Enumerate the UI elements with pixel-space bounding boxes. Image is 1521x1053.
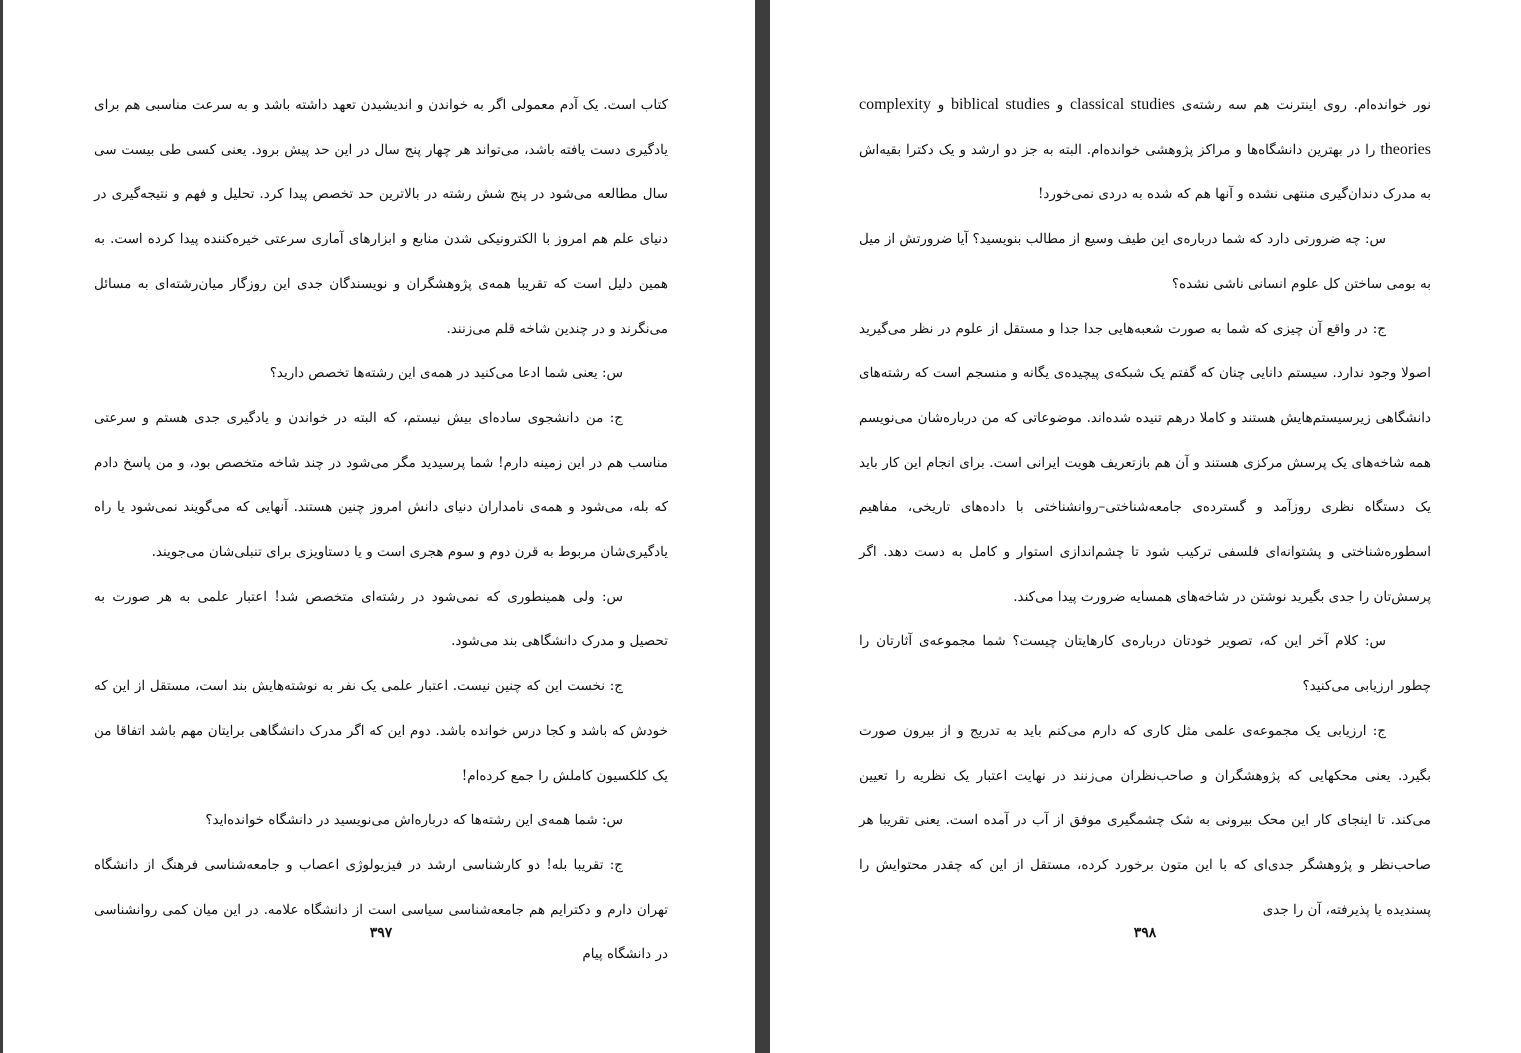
text-segment: و [1049, 97, 1070, 113]
question-paragraph: س: ولی همینطوری که نمی‌شود در رشته‌ای متخصص شد! اعتبار علمی به هر صورت به تحصیل و مدرک دانشگاهی بند می‌شود. [94, 588, 668, 650]
paragraph-continuation [859, 83, 1431, 217]
right-page-text [859, 83, 1431, 932]
question-paragraph: س: شما همه‌ی این رشته‌ها که درباره‌اش می‌نویسید در دانشگاه خوانده‌اید؟ [205, 812, 623, 829]
page-number: ۳۹۸ [1133, 925, 1157, 941]
left-page [3, 0, 755, 1053]
latin-term: theories [1380, 140, 1431, 158]
page-number: ۳۹۷ [369, 925, 393, 941]
answer-paragraph: ج: من دانشجوی ساده‌ای بیش نیستم، که البته در خواندن و یادگیری جدی هستم و سرعتی مناسب هم در این زمینه دارم! شما پرسیدید مگر می‌شود در چند شاخه متخصص بود، و من پاسخ دادم که بله، می‌شود و همه‌ی نامداران دنیای دانش امروز چنین هستند. آنهایی که می‌گویند نمی‌شود یا راه یادگیری‌شان مربوط به قرن دوم و سوم هجری است و یا دستاویزی برای تنبلی‌شان می‌جویند. [94, 409, 668, 561]
question-paragraph: س: کلام آخر این که، تصویر خودتان درباره‌ی کارهایتان چیست؟ شما مجموعه‌ی آثارتان را چطور ارزیابی می‌کنید؟ [859, 633, 1431, 695]
page-gutter [755, 0, 770, 1053]
text-segment: نور خوانده‌ام. روی اینترنت هم سه رشته‌ی [1175, 97, 1432, 113]
latin-term: complexity [859, 96, 931, 113]
left-page-text [94, 83, 668, 977]
right-page [770, 0, 1521, 1053]
answer-paragraph: ج: نخست این که چنین نیست. اعتبار علمی یک نفر به نوشته‌هایش بند است، مستقل از این که خودش که باشد و کجا درس خوانده باشد. دوم این که اگر مدرک دانشگاهی برایتان مهم باشد اتفاقا من یک کلکسیون کاملش را جمع کرده‌ام! [94, 678, 668, 784]
text-segment: را در بهترین دانشگاه‌ها و مراکز پژوهشی خوانده‌ام. البته به جز دو ارشد و یک دکترا بقیه‌اش به مدرک دندان‌گیری منتهی نشده و آنها هم که شده به دردی نمی‌خورد! [859, 141, 1431, 203]
answer-paragraph: ج: در واقع آن چیزی که شما به صورت شعبه‌هایی جدا جدا و مستقل از علوم در نظر می‌گیرید اصولا وجود ندارد. سیستم دانایی چنان که گفتم یک شبکه‌ی پیچیده‌ی یگانه و منسجم است که رشته‌های دانشگاهی زیرسیستم‌هایش هستند و کاملا درهم تنیده شده‌اند. موضوعاتی که من درباره‌شان می‌نویسم همه شاخه‌های یک پرسش مرکزی هستند و آن هم بازتعریف هویت ایرانی است. برای انجام این کار باید یک دستگاه نظری روزآمد و گسترده‌ی جامعه‌شناختی–روانشناختی با داده‌های تاریخی، مفاهیم اسطوره‌شناختی و پشتوانه‌ای فلسفی ترکیب شود تا چشم‌اندازی استوار و کامل به دست دهد. اگر پرسش‌تان را جدی بگیرید نوشتن در شاخه‌های همسایه ضرورت پیدا می‌کند. [859, 320, 1431, 605]
question-paragraph: س: چه ضرورتی دارد که شما درباره‌ی این طیف وسیع از مطالب بنویسید؟ آیا ضرورتش از میل به بومی ساختن کل علوم انسانی ناشی نشده؟ [859, 231, 1431, 292]
text-segment: و [930, 97, 952, 113]
paragraph-continuation: کتاب است. یک آدم معمولی اگر به خواندن و اندیشیدن تعهد داشته باشد و به سرعت مناسبی هم برای یادگیری دست یافته باشد، می‌تواند هر چهار پنج سال در این حد پیش برود. یعنی کسی طی بیست سی سال مطالعه می‌شود در پنج شش رشته در بالاترین حد تخصص پیدا کرد. تحلیل و فهم و نتیجه‌گیری در دنیای علم هم امروز با الکترونیکی شدن منابع و ابزارهای آماری سرعتی خیره‌کننده پیدا کرده است. به همین دلیل است که تقریبا همه‌ی پژوهشگران و نویسندگان جدی این روزگار میان‌رشته‌ای به مسائل می‌نگرند و در چندین شاخه قلم می‌زنند. [94, 97, 668, 337]
question-paragraph: س: یعنی شما ادعا می‌کنید در همه‌ی این رشته‌ها تخصص دارید؟ [269, 365, 623, 382]
latin-term: biblical studies [951, 96, 1050, 113]
answer-paragraph: ج: ارزیابی یک مجموعه‌ی علمی مثل کاری که دارم می‌کنم باید به تدریج و از بیرون صورت بگیرد. یعنی محکهایی که پژوهشگران و صاحب‌نظران می‌زنند در نهایت اعتبار یک نظریه را تعیین می‌کند. تا اینجای کار این محک بیرونی به شک چشمگیری موفق از آب در آمده است. یعنی تقریبا هر صاحب‌نظر و پژوهشگر جدی‌ای که با این متون برخورد کرده، مستقل از این که چقدر محتوایش را پسندیده یا پذیرفته، آن را جدی [859, 722, 1431, 918]
answer-paragraph: ج: تقریبا بله! دو کارشناسی ارشد در فیزیولوژی اعصاب و جامعه‌شناسی فرهنگ از دانشگاه تهران دارم و دکترایم هم جامعه‌شناسی سیاسی است از دانشگاه علامه. در این میان کمی روانشناسی در دانشگاه پیام [94, 856, 668, 963]
latin-term: classical studies [1069, 96, 1176, 113]
